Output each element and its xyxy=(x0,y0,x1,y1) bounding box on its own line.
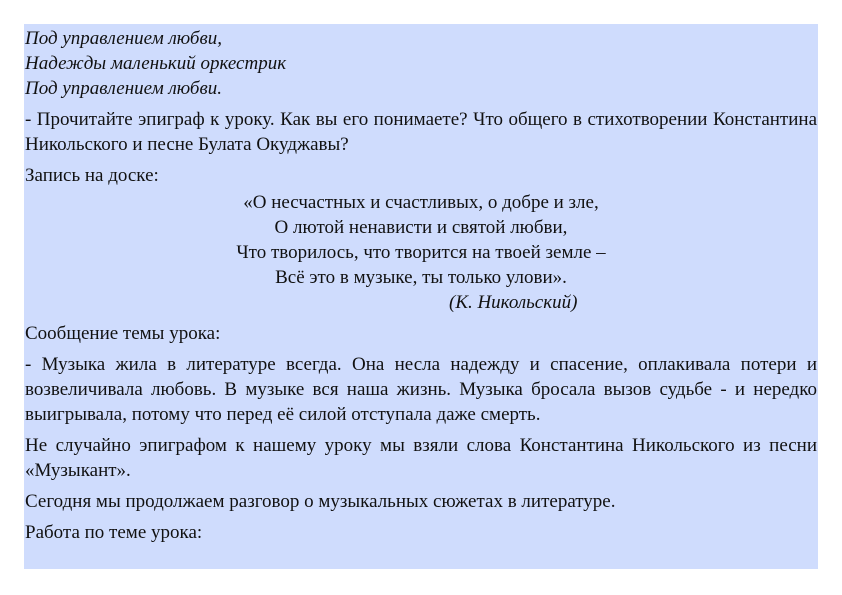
work-label: Работа по теме урока: xyxy=(25,522,203,543)
board-quote xyxy=(25,190,817,315)
body-paragraph: - Музыка жила в литературе всегда. Она несла надежду и спасение, оплакивала потери и возвеличивала любовь. В музыке вся наша жизнь. Музыка бросала вызов судьбе - и нередко выигрывала, потому что перед её силой отступала даже смерть. xyxy=(25,354,817,425)
quote-author: (К. Никольский) xyxy=(449,292,578,313)
quote-line: О лютой ненависти и святой любви, xyxy=(274,217,568,238)
board-label: Запись на доске: xyxy=(25,165,159,186)
topic-label: Сообщение темы урока: xyxy=(25,323,221,344)
body-paragraph: Сегодня мы продолжаем разговор о музыкальных сюжетах в литературе. xyxy=(25,491,616,512)
epigraph-line: Под управлением любви. xyxy=(25,78,222,99)
quote-line: «О несчастных и счастливых, о добре и зле, xyxy=(243,192,599,213)
epigraph-line: Под управлением любви, xyxy=(25,28,222,49)
question-paragraph: - Прочитайте эпиграф к уроку. Как вы его понимаете? Что общего в стихотворении Константина Никольского и песне Булата Окуджавы? xyxy=(25,109,817,155)
quote-line: Всё это в музыке, ты только улови». xyxy=(275,267,567,288)
quote-line: Что творилось, что творится на твоей земле – xyxy=(236,242,606,263)
document-page xyxy=(24,24,818,569)
epigraph-line: Надежды маленький оркестрик xyxy=(25,53,287,74)
body-paragraph: Не случайно эпиграфом к нашему уроку мы взяли слова Константина Никольского из песни «Музыкант». xyxy=(25,435,817,481)
